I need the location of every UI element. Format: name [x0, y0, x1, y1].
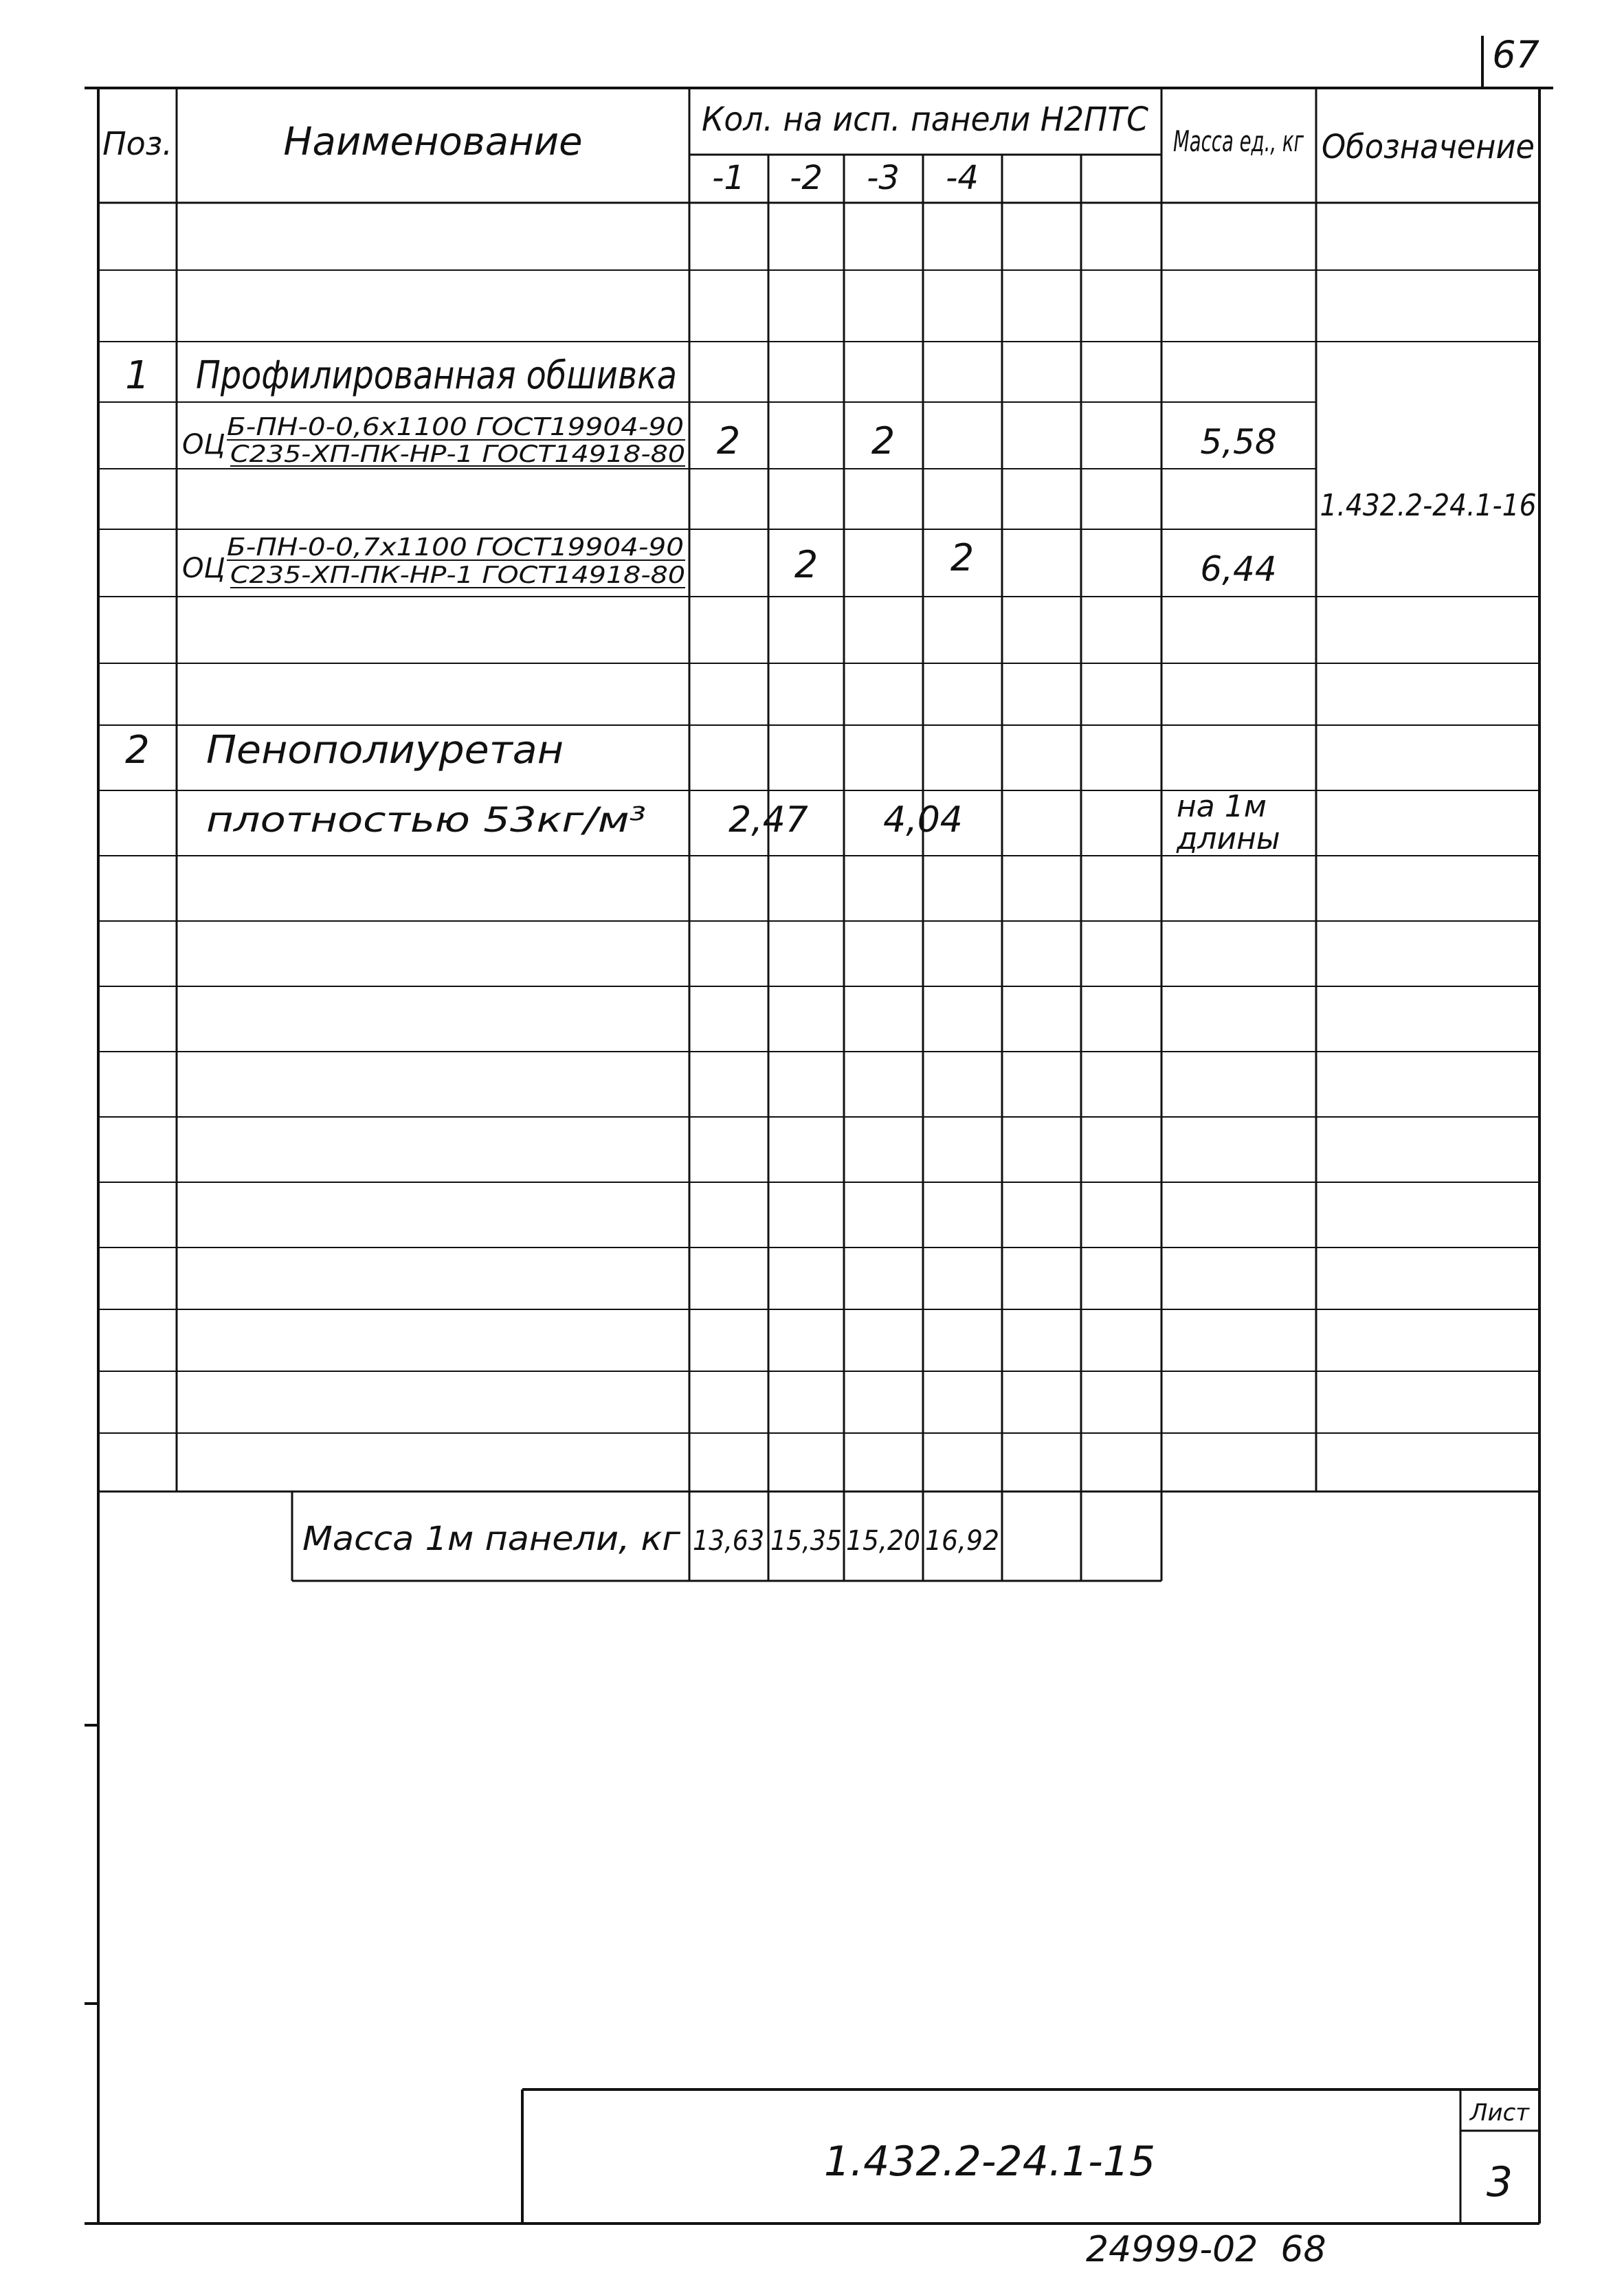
item1-b-q4: 2 — [950, 536, 975, 579]
totals-label: Масса 1м панели, кг — [302, 1520, 681, 1558]
stamp-sheet-label: Лист — [1469, 2099, 1530, 2127]
item1-a-prefix: ОЦ — [182, 429, 225, 461]
header-variant-3: -3 — [867, 159, 900, 197]
item1-designation: 1.432.2-24.1-16 — [1320, 488, 1537, 523]
item1-b-mass: 6,44 — [1200, 549, 1277, 589]
item1-a-q1: 2 — [716, 419, 741, 463]
header-mass: Масса ед., кг — [1173, 124, 1304, 158]
item1-pos: 1 — [125, 353, 150, 398]
footer-code: 24999-02 68 — [1086, 2229, 1326, 2270]
header-pos: Поз. — [102, 125, 173, 162]
item2-mass-note-1: на 1м — [1177, 789, 1267, 824]
header-designation: Обозначение — [1322, 128, 1535, 166]
stamp-sheet-no: 3 — [1486, 2158, 1513, 2206]
item2-q34: 4,04 — [883, 799, 963, 841]
item1-title: Профилированная обшивка — [196, 353, 677, 398]
stamp-doc-code: 1.432.2-24.1-15 — [823, 2138, 1156, 2186]
item1-b-prefix: ОЦ — [182, 553, 225, 584]
header-variant-1: -1 — [712, 159, 745, 197]
totals-value-1: 13,63 — [693, 1525, 764, 1557]
header-name: Наименование — [283, 120, 583, 164]
item1-a-q3: 2 — [871, 419, 896, 463]
totals-value-4: 16,92 — [925, 1525, 999, 1557]
item2-mass-note-2: длины — [1177, 821, 1280, 856]
item2-pos: 2 — [125, 728, 150, 773]
header-qty-group: Кол. на исп. панели Н2ПТС — [702, 100, 1149, 139]
item1-a-line1: Б-ПН-0-0,6х1100 ГОСТ19904-90 — [227, 413, 684, 441]
item1-a-line2: С235-ХП-ПК-НР-1 ГОСТ14918-80 — [230, 441, 685, 468]
item1-b-q2: 2 — [794, 543, 819, 586]
item1-b-line1: Б-ПН-0-0,7х1100 ГОСТ19904-90 — [227, 533, 684, 562]
item1-a-mass: 5,58 — [1200, 422, 1277, 462]
item1-b-line2: С235-ХП-ПК-НР-1 ГОСТ14918-80 — [230, 562, 685, 589]
header-variant-2: -2 — [790, 159, 823, 197]
header-variant-4: -4 — [946, 159, 979, 197]
page-number: 67 — [1492, 33, 1539, 76]
item2-subtitle: плотностью 53кг/м³ — [206, 800, 646, 840]
item2-title: Пенополиуретан — [206, 728, 564, 773]
item2-q12: 2,47 — [728, 799, 808, 841]
totals-value-3: 15,20 — [846, 1525, 920, 1557]
totals-value-2: 15,35 — [770, 1525, 842, 1557]
